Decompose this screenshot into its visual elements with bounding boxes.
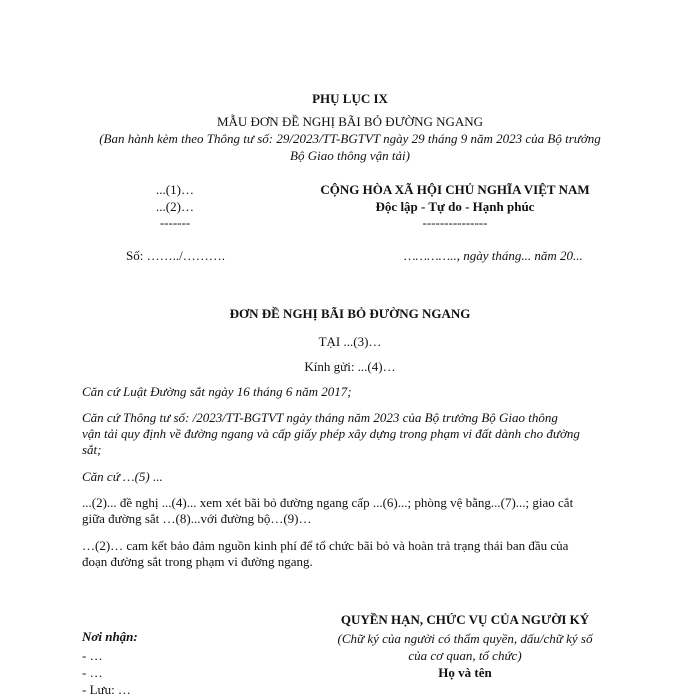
signer-note-line1: (Chữ ký của người có thẩm quyền, dấu/chữ ký số <box>337 631 593 646</box>
legal-basis-3: Căn cứ …(5) ... <box>82 469 163 484</box>
request-para-line1: ...(2)... đề nghị ...(4)... xem xét bãi bỏ đường ngang cấp ...(6)...; phòng vệ bằng...(7)...; giao cắt <box>82 495 574 510</box>
signer-name: Họ và tên <box>438 665 492 680</box>
form-title: MẪU ĐƠN ĐỀ NGHỊ BÃI BỎ ĐƯỜNG NGANG <box>216 114 484 129</box>
recipient-item-1: - … <box>82 648 103 663</box>
motto-divider: --------------- <box>422 215 488 230</box>
place-date: ………….., ngày tháng... năm 20... <box>404 248 583 263</box>
issued-note-line2: Bộ Giao thông vận tải) <box>290 148 410 163</box>
document-number: Số: ……../………. <box>126 248 225 263</box>
request-para-line2: giữa đường sắt …(8)...với đường bộ…(9)… <box>82 511 312 526</box>
nation-name: CỘNG HÒA XÃ HỘI CHỦ NGHĨA VIỆT NAM <box>320 182 590 197</box>
legal-basis-2-line3: sắt; <box>82 442 102 457</box>
appendix-label: PHỤ LỤC IX <box>312 91 388 106</box>
agency-divider: ------- <box>159 215 191 230</box>
document-title: ĐƠN ĐỀ NGHỊ BÃI BỎ ĐƯỜNG NGANG <box>229 306 471 321</box>
agency-line2: ...(2)… <box>156 199 194 214</box>
at-location: TẠI ...(3)… <box>318 334 382 349</box>
commitment-para-line1: …(2)… cam kết bảo đảm nguồn kinh phí để tổ chức bãi bỏ và hoàn trả trạng thái ban đầu của <box>82 538 569 553</box>
legal-basis-2-line1: Căn cứ Thông tư số: /2023/TT-BGTVT ngày tháng năm 2023 của Bộ trưởng Bộ Giao thông <box>82 410 558 425</box>
recipient-item-2: - … <box>82 665 103 680</box>
signer-note-line2: của cơ quan, tổ chức) <box>408 648 522 663</box>
legal-basis-1: Căn cứ Luật Đường sắt ngày 16 tháng 6 năm 2017; <box>82 384 352 399</box>
recipients-label: Nơi nhận: <box>82 629 138 644</box>
national-motto: Độc lập - Tự do - Hạnh phúc <box>375 199 535 214</box>
signer-title: QUYỀN HẠN, CHỨC VỤ CỦA NGƯỜI KÝ <box>340 612 590 627</box>
issued-note-line1: (Ban hành kèm theo Thông tư số: 29/2023/TT-BGTVT ngày 29 tháng 9 năm 2023 của Bộ trưởng <box>99 131 601 146</box>
agency-line1: ...(1)… <box>156 182 194 197</box>
addressee: Kính gửi: ...(4)… <box>304 359 396 374</box>
legal-basis-2-line2: vận tải quy định về đường ngang và cấp giấy phép xây dựng trong phạm vi đất dành cho đường <box>82 426 580 441</box>
commitment-para-line2: đoạn đường sắt trong phạm vi đường ngang. <box>82 554 313 569</box>
recipient-item-3: - Lưu: … <box>82 682 131 697</box>
